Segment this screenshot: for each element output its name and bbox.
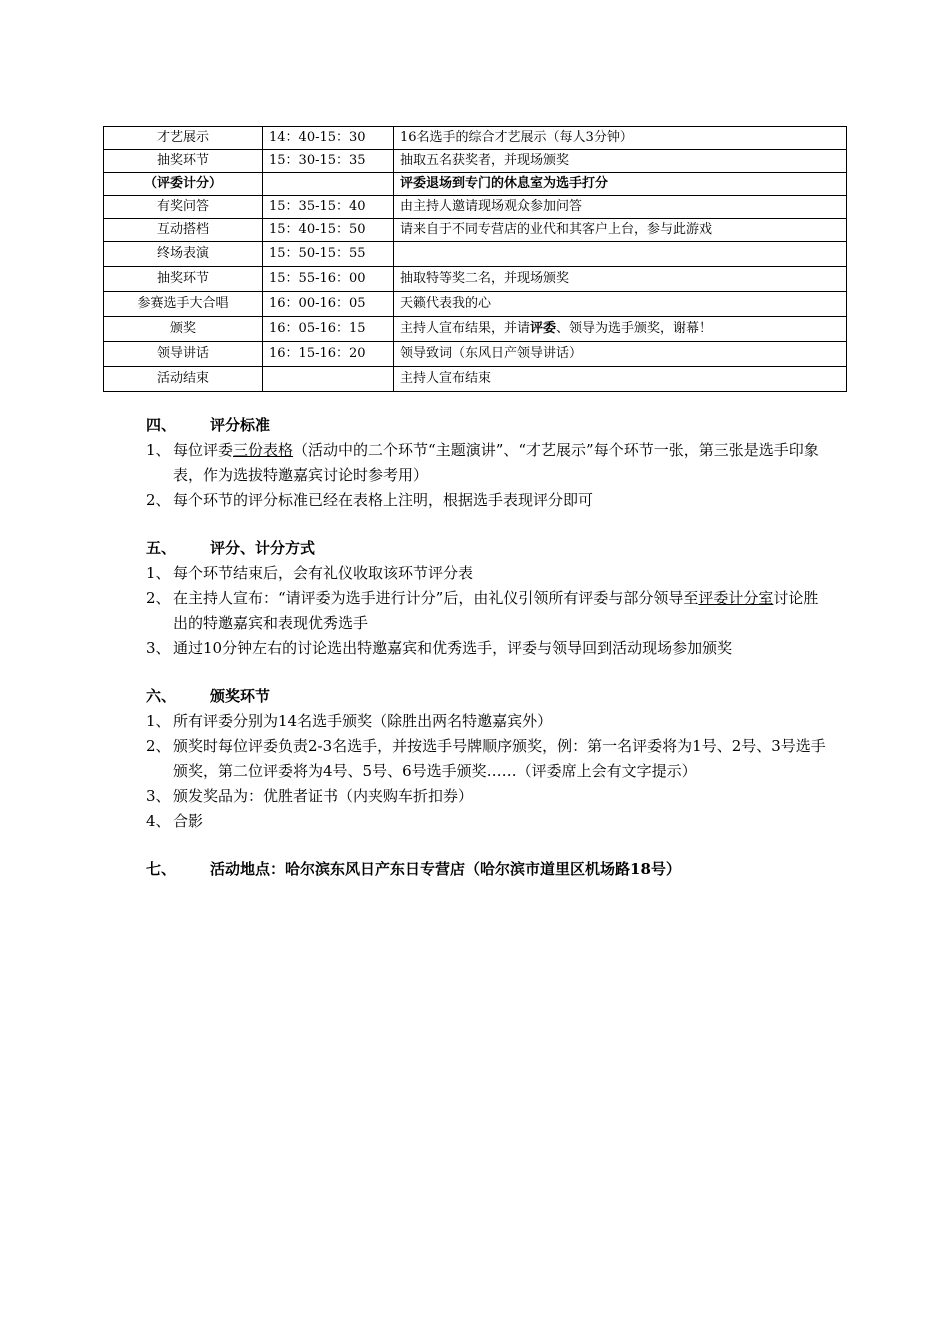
list-text: 通过10分钟左右的讨论选出特邀嘉宾和优秀选手，评委与领导回到活动现场参加颁奖 xyxy=(173,639,733,657)
activity-description xyxy=(394,242,847,267)
activity-name: 才艺展示 xyxy=(104,127,263,150)
table-row xyxy=(104,173,847,196)
description-emphasis: 评委 xyxy=(530,321,557,336)
activity-name: （评委计分） xyxy=(104,173,263,196)
activity-name: 终场表演 xyxy=(104,242,263,267)
list-item xyxy=(146,586,826,636)
table-row xyxy=(104,219,847,242)
list-index: 1、 xyxy=(146,441,171,459)
activity-time xyxy=(263,367,394,392)
activity-name: 有奖问答 xyxy=(104,196,263,219)
section-number: 六、 xyxy=(146,687,177,705)
activity-description: 抽取五名获奖者，并现场颁奖 xyxy=(394,150,847,173)
list-index: 1、 xyxy=(146,564,171,582)
section-number: 五、 xyxy=(146,539,177,557)
activity-time: 15：40-15：50 xyxy=(263,219,394,242)
table-row xyxy=(104,150,847,173)
list-text: 每个环节结束后，会有礼仪收取该环节评分表 xyxy=(173,564,474,582)
table-row xyxy=(104,342,847,367)
list-text: 所有评委分别为14名选手颁奖（除胜出两名特邀嘉宾外） xyxy=(173,712,553,730)
activity-description: 由主持人邀请现场观众参加问答 xyxy=(394,196,847,219)
text-part: 讨论胜出的特邀嘉宾和表现优秀选手 xyxy=(173,589,819,632)
section-heading xyxy=(146,856,826,882)
activity-description: 16名选手的综合才艺展示（每人3分钟） xyxy=(394,127,847,150)
activity-description: 请来自于不同专营店的业代和其客户上台，参与此游戏 xyxy=(394,219,847,242)
activity-description: 天籁代表我的心 xyxy=(394,292,847,317)
activity-name: 抽奖环节 xyxy=(104,150,263,173)
list-item xyxy=(146,561,826,586)
table-row xyxy=(104,267,847,292)
underlined-text: 评委计分室 xyxy=(698,589,774,607)
activity-description xyxy=(394,317,847,342)
list-text: 合影 xyxy=(173,812,204,830)
list-index: 3、 xyxy=(146,787,171,805)
list-item xyxy=(146,636,826,661)
text-part: 每位评委 xyxy=(173,441,234,459)
activity-description: 主持人宣布结束 xyxy=(394,367,847,392)
activity-description: 抽取特等奖二名，并现场颁奖 xyxy=(394,267,847,292)
section-number: 七、 xyxy=(146,860,177,878)
section-heading xyxy=(146,412,826,438)
activity-name: 互动搭档 xyxy=(104,219,263,242)
description-part: 、领导为选手颁奖，谢幕！ xyxy=(556,321,713,336)
list-item xyxy=(146,488,826,513)
list-index: 1、 xyxy=(146,712,171,730)
list-text: 每个环节的评分标准已经在表格上注明，根据选手表现评分即可 xyxy=(173,491,594,509)
table-row xyxy=(104,292,847,317)
table-row xyxy=(104,127,847,150)
section-title: 评分标准 xyxy=(210,416,271,434)
activity-time: 15：30-15：35 xyxy=(263,150,394,173)
table-row xyxy=(104,367,847,392)
list-item xyxy=(146,734,826,784)
description-part: 主持人宣布结果，并请 xyxy=(400,321,531,336)
activity-description: 评委退场到专门的休息室为选手打分 xyxy=(394,173,847,196)
activity-time: 16：05-16：15 xyxy=(263,317,394,342)
activity-name: 领导讲话 xyxy=(104,342,263,367)
activity-name: 参赛选手大合唱 xyxy=(104,292,263,317)
activity-time: 15：35-15：40 xyxy=(263,196,394,219)
activity-time: 14：40-15：30 xyxy=(263,127,394,150)
activity-time xyxy=(263,173,394,196)
activity-name: 颁奖 xyxy=(104,317,263,342)
list-item xyxy=(146,709,826,734)
section-title: 颁奖环节 xyxy=(210,687,271,705)
text-part: （活动中的二个环节“主题演讲”、“才艺展示”每个环节一张，第三张是选手印象表，作为选拔特邀嘉宾讨论时参考用） xyxy=(173,441,819,484)
section-venue xyxy=(146,856,826,882)
document-body xyxy=(146,412,826,904)
activity-name: 抽奖环节 xyxy=(104,267,263,292)
list-text: 颁奖时每位评委负责2-3名选手，并按选手号牌顺序颁奖，例：第一名评委将为1号、2号、3号选手颁奖，第二位评委将为4号、5号、6号选手颁奖……（评委席上会有文字提示） xyxy=(173,737,826,780)
section-awards xyxy=(146,683,826,834)
list-item xyxy=(146,438,826,488)
list-index: 4、 xyxy=(146,812,171,830)
section-heading xyxy=(146,683,826,709)
section-scoring-criteria xyxy=(146,412,826,513)
activity-name: 活动结束 xyxy=(104,367,263,392)
table-row xyxy=(104,242,847,267)
section-number: 四、 xyxy=(146,416,177,434)
list-index: 2、 xyxy=(146,589,171,607)
list-text xyxy=(173,438,826,488)
list-item xyxy=(146,784,826,809)
activity-description: 领导致词（东风日产领导讲话） xyxy=(394,342,847,367)
list-index: 3、 xyxy=(146,639,171,657)
table-row xyxy=(104,196,847,219)
list-index: 2、 xyxy=(146,737,171,755)
list-item xyxy=(146,809,826,834)
schedule-table xyxy=(103,126,847,392)
activity-time: 16：15-16：20 xyxy=(263,342,394,367)
section-title: 活动地点：哈尔滨东风日产东日专营店（哈尔滨市道里区机场路18号） xyxy=(210,860,681,878)
section-heading xyxy=(146,535,826,561)
activity-time: 15：50-15：55 xyxy=(263,242,394,267)
list-index: 2、 xyxy=(146,491,171,509)
list-text: 颁发奖品为：优胜者证书（内夹购车折扣券） xyxy=(173,787,474,805)
section-title: 评分、计分方式 xyxy=(210,539,316,557)
list-text xyxy=(173,586,826,636)
table-row xyxy=(104,317,847,342)
activity-time: 15：55-16：00 xyxy=(263,267,394,292)
text-part: 在主持人宣布：“请评委为选手进行计分”后，由礼仪引领所有评委与部分领导至 xyxy=(173,589,699,607)
activity-time: 16：00-16：05 xyxy=(263,292,394,317)
underlined-text: 三份表格 xyxy=(233,441,294,459)
section-scoring-method xyxy=(146,535,826,661)
